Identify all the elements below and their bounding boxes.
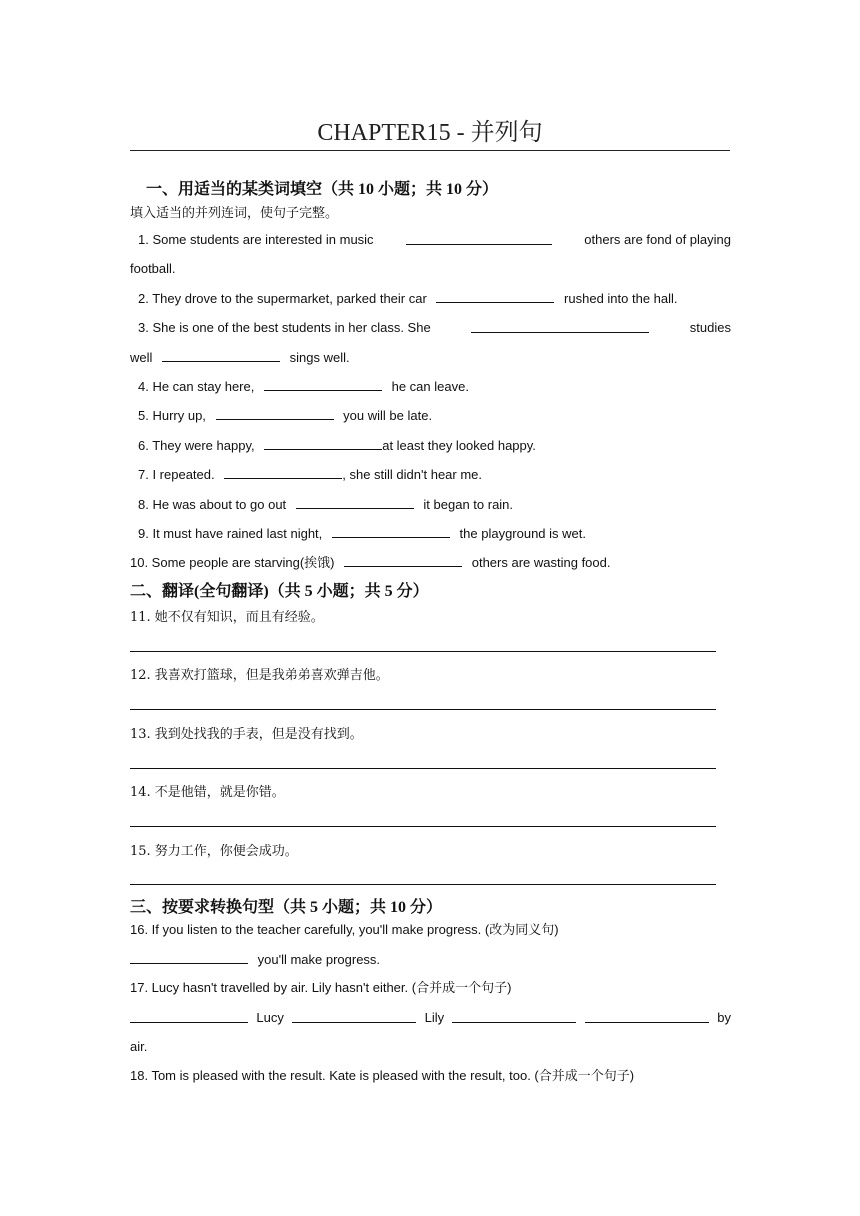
q1-text-c: football. [130,261,176,276]
question-3 [130,318,731,338]
q4-blank[interactable] [264,376,382,391]
q2-text-a: 2. They drove to the supermarket, parked their car [138,291,427,306]
section1-heading: 一、用适当的某类词填空（共 10 小题；共 10 分） [146,181,499,198]
q7-blank[interactable] [224,464,342,479]
section3-heading: 三、按要求转换句型（共 5 小题；共 10 分） [130,899,443,916]
q17-text-e: air. [130,1039,148,1054]
question-11: 11. 她不仅有知识，而且有经验。 [130,610,324,625]
q14-answer-line[interactable] [130,826,716,827]
q5-text-a: 5. Hurry up, [138,408,206,423]
section2-heading: 二、翻译(全句翻译)（共 5 小题；共 5 分） [130,583,429,600]
q5-blank[interactable] [216,405,334,420]
title-rule [130,150,730,151]
q16-blank[interactable] [130,949,248,964]
q6-text-a: 6. They were happy, [138,438,255,453]
q11-answer-line[interactable] [130,651,716,652]
q4-text-b: he can leave. [391,379,469,394]
q17-text-b: Lucy [256,1010,284,1025]
q17-text-c: Lily [424,1010,445,1025]
question-1 [130,230,731,250]
q3-text-c: well [130,350,153,365]
question-15: 15. 努力工作，你便会成功。 [130,844,298,859]
q1-text-a: 1. Some students are interested in music [138,232,374,247]
q2-blank[interactable] [436,288,554,303]
q9-blank[interactable] [332,523,450,538]
question-10 [130,552,731,572]
q1-text-b: others are fond of playing [584,232,731,247]
q3-text-a: 3. She is one of the best students in her class. She [138,320,431,335]
question-16-answer [130,949,731,969]
q6-blank[interactable] [264,435,382,450]
q8-text-b: it began to rain. [423,497,514,512]
q17-blank-3[interactable] [452,1008,576,1023]
q4-text-a: 4. He can stay here, [138,379,255,394]
q10-text-b: others are wasting food. [471,555,611,570]
q6-text-b: at least they looked happy. [382,438,536,453]
q3-blank-2[interactable] [162,347,280,362]
q8-blank[interactable] [296,494,414,509]
question-5 [130,405,739,425]
question-7 [130,464,739,484]
question-8 [130,494,739,514]
question-9 [130,523,739,543]
question-16: 16. If you listen to the teacher carefully, you'll make progress. (改为同义句) [130,922,559,937]
q3-blank-1[interactable] [471,318,649,333]
q12-answer-line[interactable] [130,709,716,710]
question-18: 18. Tom is pleased with the result. Kate is pleased with the result, too. (合并成一个句子) [130,1068,635,1083]
q8-text-a: 8. He was about to go out [138,497,287,512]
q9-text-b: the playground is wet. [459,526,586,541]
q3-text-d: sings well. [289,350,350,365]
q17-blank-4[interactable] [585,1008,709,1023]
q7-text-b: , she still didn't hear me. [342,467,483,482]
question-6 [130,435,739,455]
q10-text-a: 10. Some people are starving(挨饿) [130,555,335,570]
q17-blank-2[interactable] [292,1008,416,1023]
question-17: 17. Lucy hasn't travelled by air. Lily hasn't either. (合并成一个句子) [130,980,512,995]
q5-text-b: you will be late. [343,408,433,423]
q3-text-b: studies [689,320,731,335]
q7-text-a: 7. I repeated. [138,467,215,482]
q17-text-d: by [717,1010,731,1025]
q2-text-b: rushed into the hall. [564,291,678,306]
q1-blank[interactable] [406,230,552,245]
question-13: 13. 我到处找我的手表，但是没有找到。 [130,727,363,742]
question-3-cont [130,347,731,367]
section1-instruction: 填入适当的并列连词，使句子完整。 [130,206,339,221]
q9-text-a: 9. It must have rained last night, [138,526,323,541]
question-4 [130,376,739,396]
page-title: CHAPTER15 - 并列句 [317,120,543,146]
question-17-answer [130,1008,731,1028]
q10-blank[interactable] [344,552,462,567]
q15-answer-line[interactable] [130,884,716,885]
question-2 [130,288,739,308]
question-12: 12. 我喜欢打篮球，但是我弟弟喜欢弹吉他。 [130,668,389,683]
question-14: 14. 不是他错，就是你错。 [130,785,285,800]
q13-answer-line[interactable] [130,768,716,769]
q17-blank-1[interactable] [130,1008,248,1023]
q16-text-b: you'll make progress. [257,952,381,967]
